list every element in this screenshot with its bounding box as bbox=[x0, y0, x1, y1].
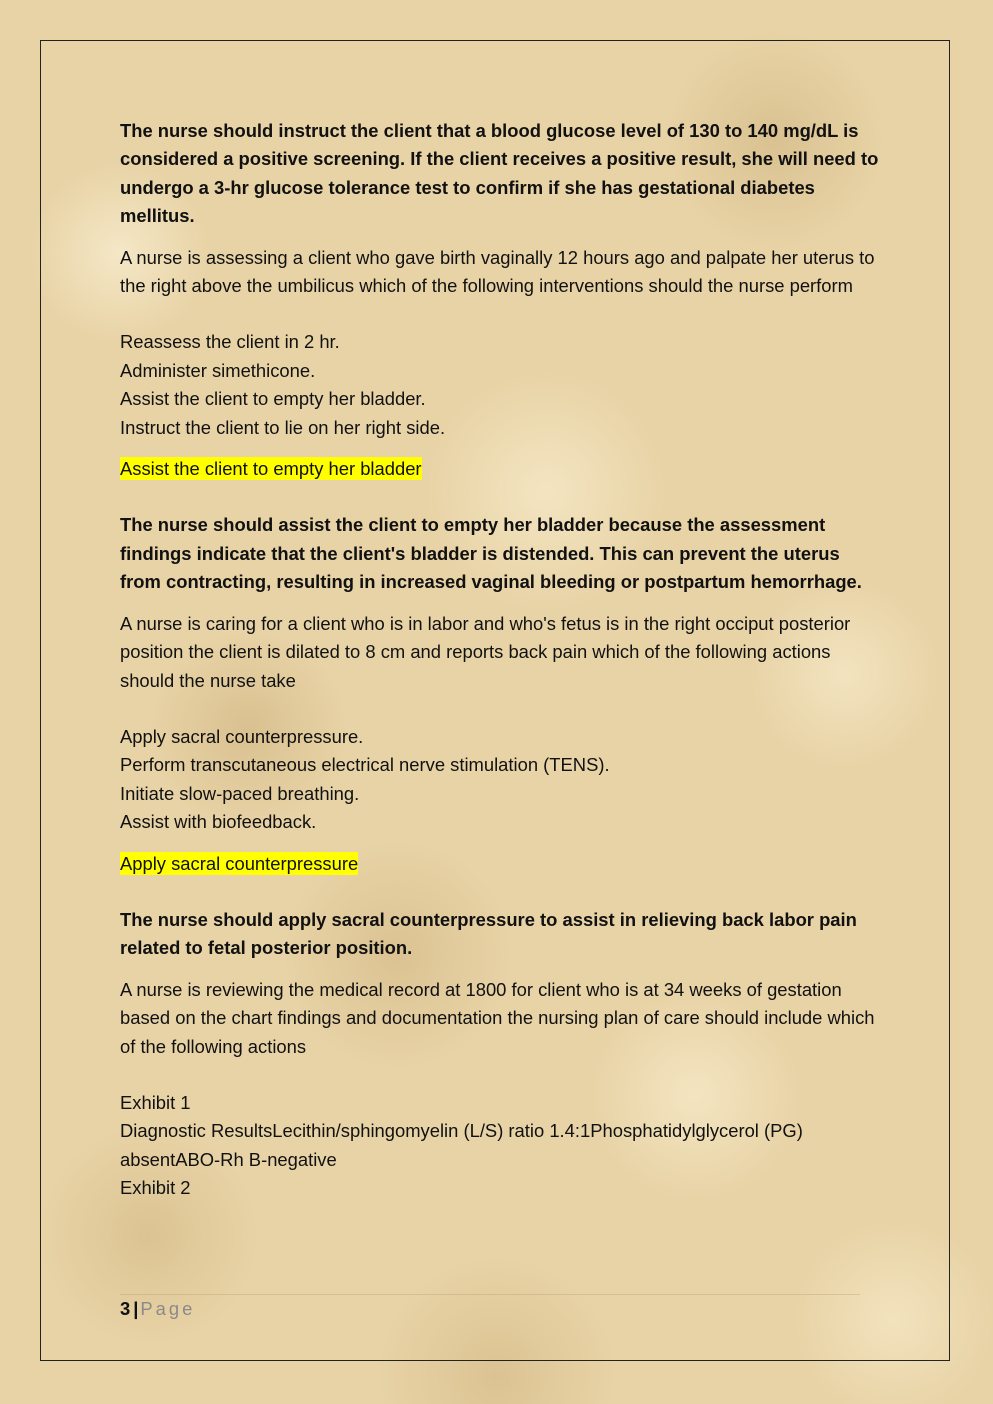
option-item: Administer simethicone. bbox=[120, 359, 316, 381]
highlighted-answer: Apply sacral counterpressure bbox=[120, 852, 359, 874]
option-item: Instruct the client to lie on her right side. bbox=[120, 416, 446, 438]
document-body bbox=[120, 117, 880, 1203]
rationale-paragraph-3: The nurse should apply sacral counterpressure to assist in relieving back labor pain related to fetal posterior position. bbox=[120, 908, 857, 959]
option-item: Apply sacral counterpressure. bbox=[120, 725, 364, 747]
rationale-paragraph-1: The nurse should instruct the client that a blood glucose level of 130 to 140 mg/dL is considered a positive screening. If the client receives a positive result, she will need to undergo a 3-hr glucose tolerance test to confirm if she has gestational diabetes mellitus. bbox=[120, 120, 879, 227]
page-label: Page bbox=[140, 1298, 196, 1319]
option-item: Initiate slow-paced breathing. bbox=[120, 782, 360, 804]
question-paragraph-4: A nurse is reviewing the medical record at 1800 for client who is at 34 weeks of gestation based on the chart findings and documentation the nursing plan of care should include which of the following actions bbox=[120, 978, 875, 1057]
highlighted-answer: Assist the client to empty her bladder bbox=[120, 458, 422, 480]
question-paragraph-2: A nurse is assessing a client who gave birth vaginally 12 hours ago and palpate her uterus to the right above the umbilicus which of the following interventions should the nurse perform bbox=[120, 246, 875, 297]
exhibit-block bbox=[120, 1089, 880, 1203]
answer-line-2 bbox=[120, 455, 880, 483]
page-number: 3 bbox=[120, 1298, 131, 1319]
exhibit-1-label: Exhibit 1 bbox=[120, 1091, 191, 1113]
option-list-2 bbox=[120, 328, 880, 442]
option-item: Assist with biofeedback. bbox=[120, 811, 317, 833]
exhibit-2-label: Exhibit 2 bbox=[120, 1177, 191, 1199]
page-footer bbox=[120, 1294, 860, 1323]
footer-separator: | bbox=[133, 1298, 139, 1319]
option-list-3 bbox=[120, 723, 880, 837]
option-item: Reassess the client in 2 hr. bbox=[120, 331, 340, 353]
answer-line-3 bbox=[120, 850, 880, 878]
question-paragraph-3: A nurse is caring for a client who is in labor and who's fetus is in the right occiput posterior position the client is dilated to 8 cm and reports back pain which of the following actions should the nurse take bbox=[120, 612, 851, 691]
option-item: Perform transcutaneous electrical nerve stimulation (TENS). bbox=[120, 754, 610, 776]
option-item: Assist the client to empty her bladder. bbox=[120, 388, 426, 410]
rationale-paragraph-2: The nurse should assist the client to empty her bladder because the assessment findings indicate that the client's bladder is distended. This can prevent the uterus from contracting, resulting in increased vaginal bleeding or postpartum hemorrhage. bbox=[120, 514, 862, 593]
exhibit-1-text: Diagnostic ResultsLecithin/sphingomyelin (L/S) ratio 1.4:1Phosphatidylglycerol (PG) absentABO-Rh B-negative bbox=[120, 1120, 803, 1170]
